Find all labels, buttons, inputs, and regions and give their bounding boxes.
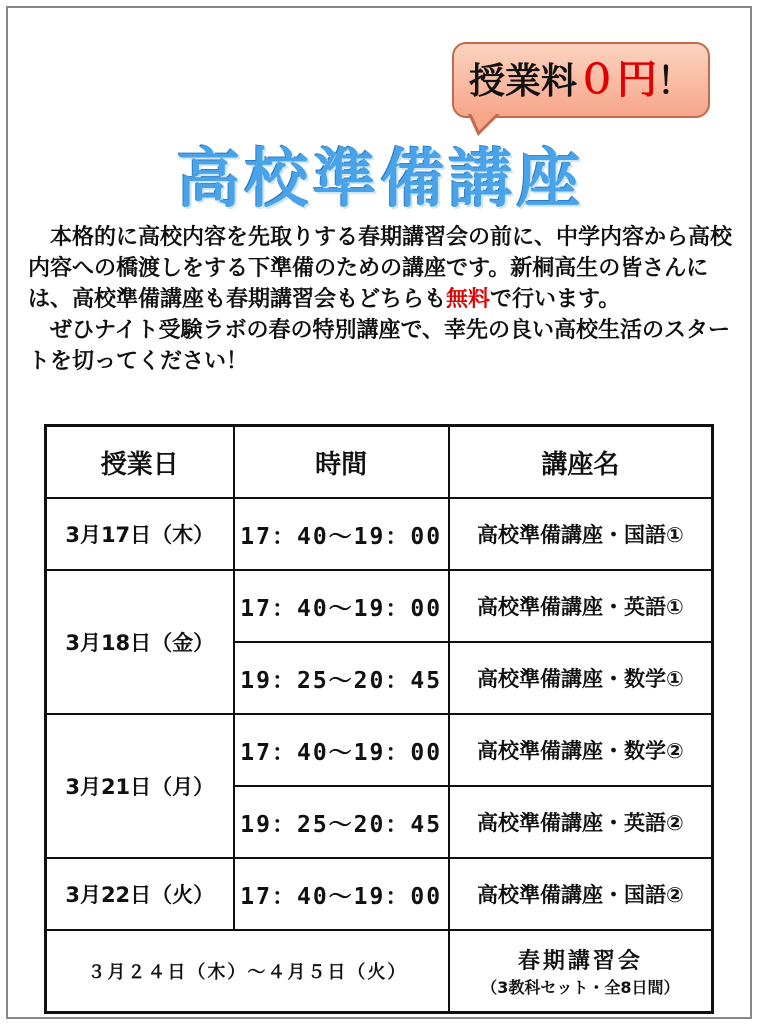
table-row	[46, 714, 713, 786]
row-time: 17：40～19：00	[234, 858, 449, 930]
intro-p1-after: で行います。	[490, 287, 621, 312]
row-date: 3月21日（月）	[46, 714, 234, 858]
row-course: 高校準備講座・数学①	[449, 642, 713, 714]
spring-course-subtitle: （3教科セット・全8日間）	[481, 978, 680, 997]
row-time: 17：40～19：00	[234, 714, 449, 786]
table-row	[46, 498, 713, 570]
intro-free-word: 無料	[446, 287, 491, 312]
intro-p1-before: 本格的に高校内容を先取りする春期講習会の前に、中学内容から高校内容への橋渡しをする下準備のための講座です。新桐高生の皆さんには、高校準備講座も春期講習会もどちらも	[28, 225, 733, 312]
row-course: 高校準備講座・数学②	[449, 714, 713, 786]
badge-fee-value: ０円	[577, 57, 657, 103]
schedule-table	[44, 424, 714, 1014]
row-time: 19：25～20：45	[234, 786, 449, 858]
table-row	[46, 570, 713, 642]
row-time: 17：40～19：00	[234, 498, 449, 570]
row-time: 19：25～20：45	[234, 642, 449, 714]
row-date: 3月22日（火）	[46, 858, 234, 930]
intro-paragraph-1	[28, 222, 740, 315]
row-date: 3月18日（金）	[46, 570, 234, 714]
header-date: 授業日	[46, 426, 234, 499]
table-row	[46, 858, 713, 930]
header-time: 時間	[234, 426, 449, 499]
spring-dates: ３月２４日（木）～４月５日（火）	[46, 930, 449, 1013]
page-title: 高校準備講座	[176, 143, 585, 217]
row-course: 高校準備講座・国語①	[449, 498, 713, 570]
intro-paragraph-2: ぜひナイト受験ラボの春の特別講座で、幸先の良い高校生活のスタートを切ってください！	[28, 318, 731, 374]
row-course: 高校準備講座・英語②	[449, 786, 713, 858]
badge-fee-label: 授業料	[468, 61, 577, 102]
badge-exclaim: ！	[657, 61, 694, 102]
row-course: 高校準備講座・英語①	[449, 570, 713, 642]
row-course: 高校準備講座・国語②	[449, 858, 713, 930]
header-course: 講座名	[449, 426, 713, 499]
row-date: 3月17日（木）	[46, 498, 234, 570]
intro-text	[28, 222, 740, 377]
spring-course-title: 春期講習会	[517, 949, 643, 974]
row-time: 17：40～19：00	[234, 570, 449, 642]
spring-course	[449, 930, 713, 1013]
spring-course-row	[46, 930, 713, 1013]
free-tuition-badge	[452, 42, 710, 118]
table-header-row	[46, 426, 713, 499]
